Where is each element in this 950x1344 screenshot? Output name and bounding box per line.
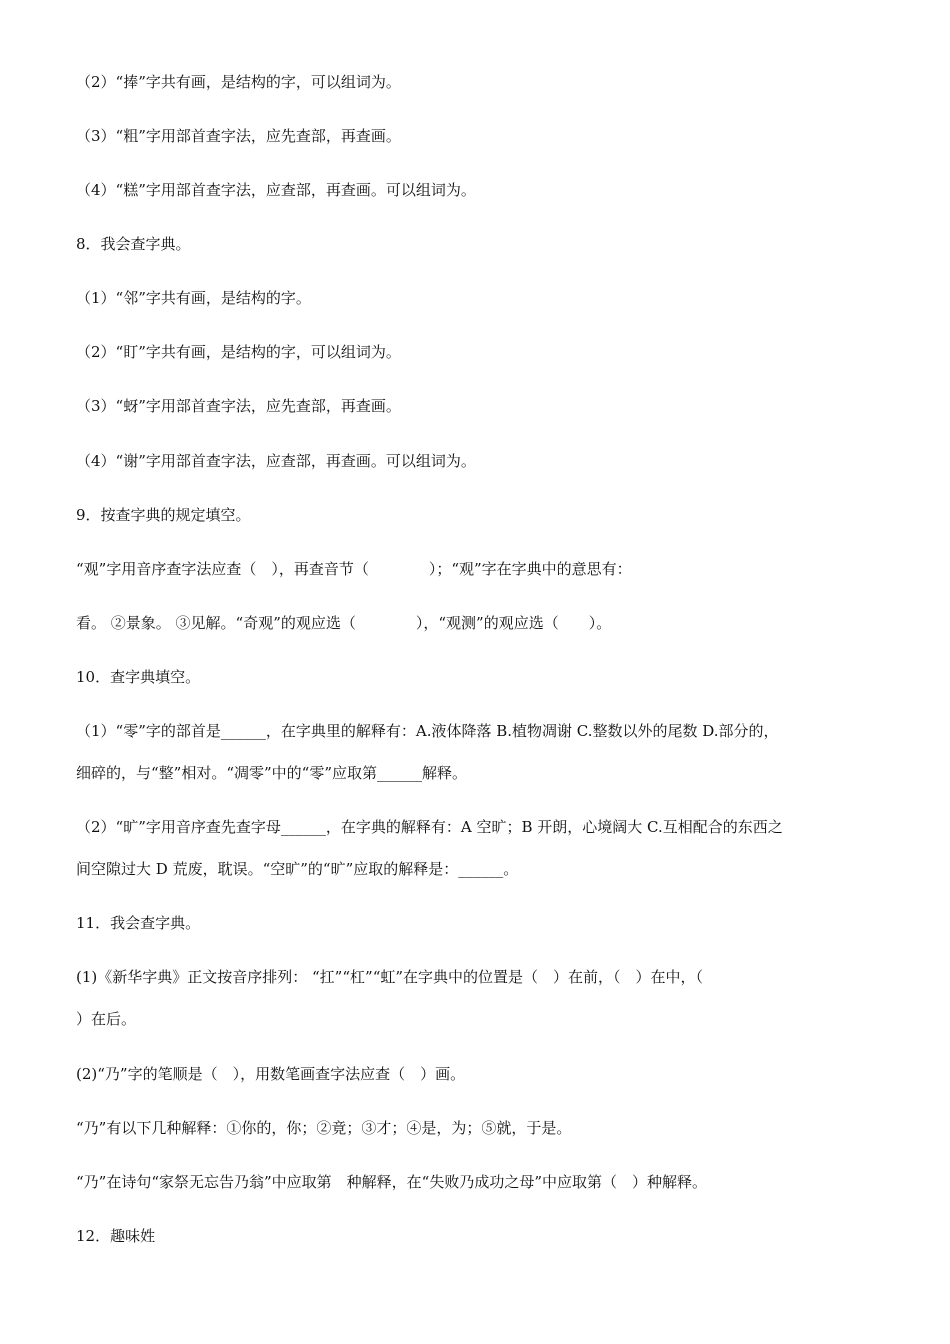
question-8-item-2: （2）“盯”字共有画，是结构的字，可以组词为。 — [76, 343, 401, 361]
question-10-item-1-line-1: （1）“零”字的部首是______，在字典里的解释有：A.液体降落 B.植物凋谢 C.整数以外的尾数 D.部分的， — [76, 722, 779, 740]
question-10-title: 10．查字典填空。 — [76, 668, 201, 686]
question-8-item-4: （4）“谢”字用部首查字法，应查部，再查画。可以组词为。 — [76, 452, 476, 470]
question-12-title: 12．趣味姓 — [76, 1227, 156, 1245]
question-8-item-3: （3）“蚜”字用部首查字法，应先查部，再查画。 — [76, 397, 401, 415]
question-11-title: 11．我会查字典。 — [76, 914, 201, 932]
question-11-definitions: “乃”有以下几种解释：①你的，你；②竟；③才；④是，为；⑤就，于是。 — [76, 1119, 572, 1137]
question-9-text-2: 看。 ②景象。 ③见解。“奇观”的观应选（ ），“观测”的观应选（ ）。 — [76, 614, 612, 632]
question-7-item-4: （4）“糕”字用部首查字法，应查部，再查画。可以组词为。 — [76, 181, 476, 199]
question-10-item-1-line-2: 细碎的，与“整”相对。“凋零”中的“零”应取第______解释。 — [76, 764, 468, 782]
question-7-item-3: （3）“粗”字用部首查字法，应先查部，再查画。 — [76, 127, 401, 145]
question-8-item-1: （1）“邻”字共有画，是结构的字。 — [76, 289, 311, 307]
question-11-item-1-line-2: ）在后。 — [76, 1010, 137, 1028]
question-11-usage: “乃”在诗句“家祭无忘告乃翁”中应取第 种解释，在“失败乃成功之母”中应取第（ ）种解释。 — [76, 1173, 708, 1191]
question-10-item-2-line-1: （2）“旷”字用音序查先查字母______，在字典的解释有：A 空旷；B 开朗，心境阔大 C.互相配合的东西之 — [76, 818, 783, 836]
question-11-item-2: (2)“乃”字的笔顺是（ ），用数笔画查字法应查（ ）画。 — [76, 1065, 466, 1083]
question-8-title: 8．我会查字典。 — [76, 235, 191, 253]
question-9-text-1: “观”字用音序查字法应查（ ），再查音节（ ）；“观”字在字典中的意思有： — [76, 560, 632, 578]
question-9-title: 9．按查字典的规定填空。 — [76, 506, 251, 524]
question-7-item-2: （2）“捧”字共有画，是结构的字，可以组词为。 — [76, 73, 401, 91]
question-11-item-1-line-1: (1)《新华字典》正文按音序排列： “扛”“杠”“虹”在字典中的位置是（ ）在前，（ ）在中，（ — [76, 968, 704, 986]
question-10-item-2-line-2: 间空隙过大 D 荒废，耽误。“空旷”的“旷”应取的解释是：______。 — [76, 860, 519, 878]
